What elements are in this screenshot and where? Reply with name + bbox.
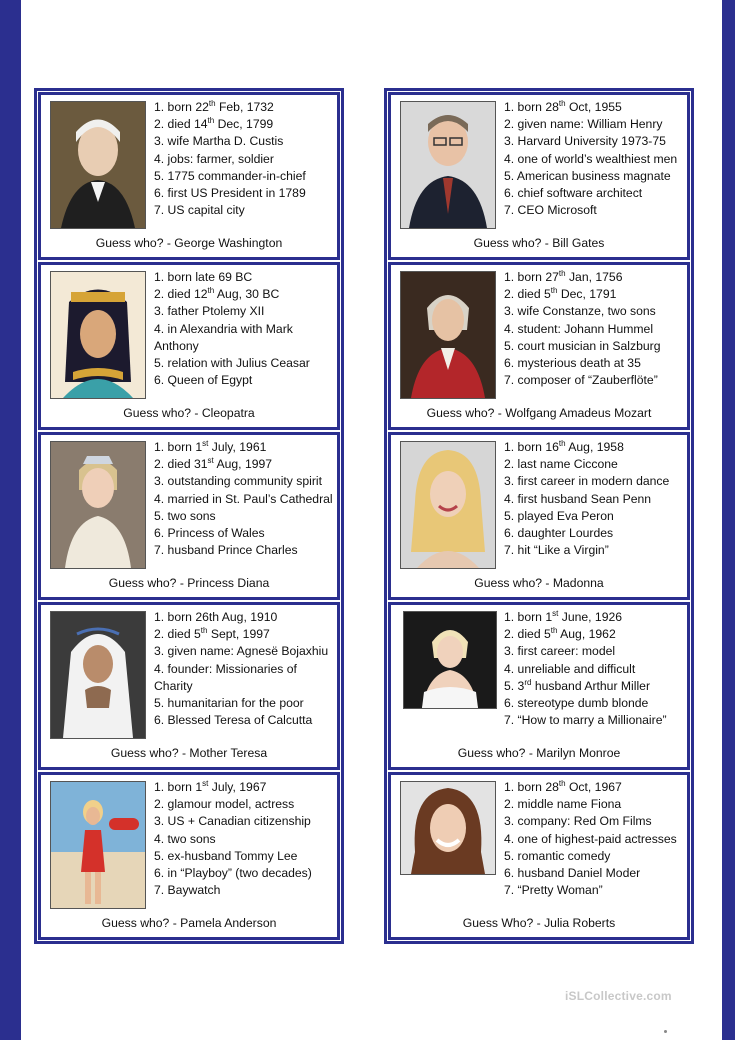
fact-item: 4. one of highest-paid actresses [504, 831, 677, 846]
fact-item: 4. one of world’s wealthiest men [504, 151, 678, 166]
fact-item: 3. wife Martha D. Custis [154, 134, 284, 149]
fact-item: 4. founder: Missionaries of Charity [154, 661, 297, 693]
fact-item: 6. Blessed Teresa of Calcutta [154, 713, 313, 728]
fact-item: 1. born 1st July, 1967 [154, 778, 267, 794]
fact-item: 4. student: Johann Hummel [504, 321, 654, 336]
guess-answer: Guess who? - Princess Diana [108, 576, 270, 590]
guess-answer: Guess who? - Pamela Anderson [101, 916, 277, 930]
fact-item: 4. jobs: farmer, soldier [154, 151, 274, 166]
fact-item: 6. stereotype dumb blonde [504, 696, 649, 711]
fact-item: 7. husband Prince Charles [154, 543, 298, 558]
fact-item: 4. unreliable and difficult [504, 661, 636, 676]
fact-item: 5. played Eva Peron [504, 508, 614, 523]
fact-item: 3. company: Red Om Films [504, 814, 652, 829]
facts-list [154, 609, 333, 729]
facts-list [504, 99, 683, 219]
watermark-logo: iSLCollective.com [565, 989, 672, 1003]
fact-item: 1. born 22th Feb, 1732 [154, 98, 274, 114]
fact-item: 5. 3rd husband Arthur Miller [504, 677, 651, 693]
fact-item: 5. romantic comedy [504, 848, 611, 863]
fact-item: 4. first husband Sean Penn [504, 491, 652, 506]
portrait-julia-roberts [400, 781, 496, 875]
fact-item: 6. Queen of Egypt [154, 373, 253, 388]
guess-answer: Guess who? - Cleopatra [123, 406, 255, 420]
guess-answer: Guess Who? - Julia Roberts [462, 916, 616, 930]
fact-item: 7. US capital city [154, 203, 245, 218]
guess-answer: Guess who? - George Washington [95, 236, 283, 250]
left-border-bar [0, 0, 21, 1040]
portrait-cleopatra [50, 271, 146, 399]
fact-item: 6. Princess of Wales [154, 526, 265, 541]
fact-item: 6. first US President in 1789 [154, 186, 306, 201]
portrait-bill-gates [400, 101, 496, 229]
fact-item: 7. CEO Microsoft [504, 203, 597, 218]
fact-item: 5. humanitarian for the poor [154, 696, 304, 711]
fact-item: 1. born 28th Oct, 1967 [504, 778, 622, 794]
fact-item: 2. died 5th Sept, 1997 [154, 626, 270, 642]
fact-item: 1. born 27th Jan, 1756 [504, 268, 623, 284]
guess-answer: Guess who? - Madonna [474, 576, 604, 590]
portrait-marilyn-monroe [403, 611, 497, 709]
fact-item: 4. two sons [154, 831, 216, 846]
fact-item: 7. hit “Like a Virgin” [504, 543, 609, 558]
facts-list [504, 439, 683, 559]
fact-item: 3. outstanding community spirit [154, 474, 322, 489]
guess-answer: Guess who? - Marilyn Monroe [457, 746, 621, 760]
card-bill-gates [388, 92, 690, 260]
fact-item: 1. born 16th Aug, 1958 [504, 438, 624, 454]
guess-answer: Guess who? - Wolfgang Amadeus Mozart [426, 406, 652, 420]
fact-item: 2. middle name Fiona [504, 797, 622, 812]
facts-list [154, 269, 333, 389]
fact-item: 7. Baywatch [154, 883, 221, 898]
fact-item: 7. composer of “Zauberflöte” [504, 373, 658, 388]
facts-list [154, 99, 333, 219]
fact-item: 3. Harvard University 1973-75 [504, 134, 666, 149]
fact-item: 3. first career: model [504, 644, 616, 659]
fact-item: 1. born 26th Aug, 1910 [154, 610, 278, 624]
facts-list [154, 439, 333, 559]
card-marilyn-monroe [388, 602, 690, 770]
fact-item: 2. died 5th Aug, 1962 [504, 626, 616, 642]
fact-item: 1. born 1st June, 1926 [504, 608, 623, 624]
fact-item: 5. 1775 commander-in-chief [154, 168, 306, 183]
portrait-madonna [400, 441, 496, 569]
fact-item: 3. first career in modern dance [504, 474, 670, 489]
fact-item: 6. daughter Lourdes [504, 526, 614, 541]
fact-item: 5. court musician in Salzburg [504, 338, 661, 353]
card-george-washington [38, 92, 340, 260]
fact-item: 7. “How to marry a Millionaire” [504, 713, 667, 728]
fact-item: 1. born 28th Oct, 1955 [504, 98, 622, 114]
fact-item: 1. born late 69 BC [154, 270, 253, 284]
fact-item: 5. ex-husband Tommy Lee [154, 848, 298, 863]
fact-item: 2. given name: William Henry [504, 117, 663, 132]
portrait-princess-diana [50, 441, 146, 569]
fact-item: 3. given name: Agnesë Bojaxhiu [154, 644, 329, 659]
card-madonna [388, 432, 690, 600]
facts-list [504, 269, 683, 389]
fact-item: 6. mysterious death at 35 [504, 356, 641, 371]
fact-item: 5. two sons [154, 508, 216, 523]
fact-item: 2. died 5th Dec, 1791 [504, 286, 617, 302]
right-card-column [384, 88, 694, 944]
fact-item: 3. US + Canadian citizenship [154, 814, 311, 829]
guess-answer: Guess who? - Bill Gates [473, 236, 605, 250]
fact-item: 6. in “Playboy” (two decades) [154, 866, 312, 881]
card-princess-diana [38, 432, 340, 600]
guess-answer: Guess who? - Mother Teresa [110, 746, 268, 760]
fact-item: 4. married in St. Paul’s Cathedral [154, 491, 333, 506]
fact-item: 2. died 31st Aug, 1997 [154, 456, 273, 472]
right-border-bar [722, 0, 735, 1040]
portrait-pamela-anderson [50, 781, 146, 909]
card-cleopatra [38, 262, 340, 430]
portrait-george-washington [50, 101, 146, 229]
decorative-dot [664, 1030, 667, 1033]
fact-item: 7. “Pretty Woman” [504, 883, 603, 898]
portrait-mother-teresa [50, 611, 146, 739]
fact-item: 3. father Ptolemy XII [154, 304, 265, 319]
fact-item: 2. glamour model, actress [154, 797, 295, 812]
fact-item: 6. chief software architect [504, 186, 643, 201]
fact-item: 5. American business magnate [504, 168, 671, 183]
card-mother-teresa [38, 602, 340, 770]
portrait-mozart [400, 271, 496, 399]
fact-item: 3. wife Constanze, two sons [504, 304, 656, 319]
fact-item: 2. died 14th Dec, 1799 [154, 116, 274, 132]
card-pamela-anderson [38, 772, 340, 940]
fact-item: 6. husband Daniel Moder [504, 866, 641, 881]
fact-item: 2. died 12th Aug, 30 BC [154, 286, 280, 302]
fact-item: 4. in Alexandria with Mark Anthony [154, 321, 293, 353]
fact-item: 2. last name Ciccone [504, 457, 618, 472]
card-wolfgang-amadeus-mozart [388, 262, 690, 430]
fact-item: 5. relation with Julius Ceasar [154, 356, 310, 371]
fact-item: 1. born 1st July, 1961 [154, 438, 267, 454]
facts-list [154, 779, 333, 899]
card-julia-roberts [388, 772, 690, 940]
left-card-column [34, 88, 344, 944]
facts-list [504, 779, 683, 899]
facts-list [504, 609, 683, 729]
